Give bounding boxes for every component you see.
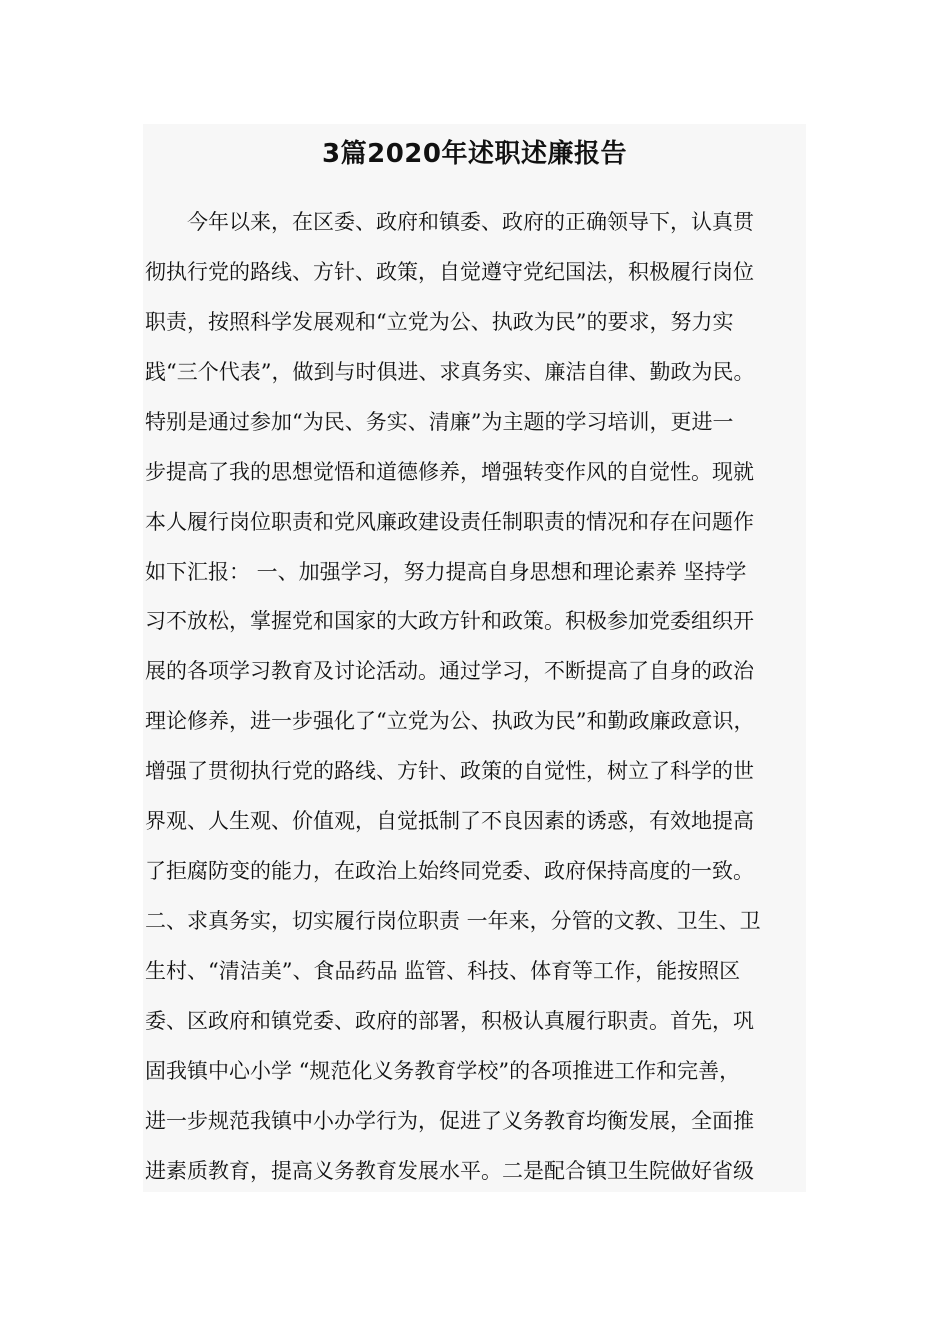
body-line: 展的各项学习教育及讨论活动。通过学习，不断提高了自身的政治 [145,659,754,683]
body-line: 委、区政府和镇党委、政府的部署，积极认真履行职责。首先，巩 [145,1009,754,1033]
body-line: 二、求真务实，切实履行岗位职责 一年来，分管的文教、卫生、卫 [145,909,761,933]
body-line: 特别是通过参加“为民、务实、清廉”为主题的学习培训，更进一 [145,410,734,434]
body-line: 固我镇中心小学 “规范化义务教育学校”的各项推进工作和完善， [145,1059,741,1083]
body-line: 步提高了我的思想觉悟和道德修养，增强转变作风的自觉性。现就 [145,460,754,484]
body-line: 今年以来，在区委、政府和镇委、政府的正确领导下，认真贯 [145,210,754,234]
body-line: 界观、人生观、价值观，自觉抵制了不良因素的诱惑，有效地提高 [145,809,754,833]
body-line: 本人履行岗位职责和党风廉政建设责任制职责的情况和存在问题作 [145,510,754,534]
body-line: 进一步规范我镇中小办学行为，促进了义务教育均衡发展，全面推 [145,1109,754,1133]
body-line: 理论修养，进一步强化了“立党为公、执政为民”和勤政廉政意识， [145,709,755,733]
document-title: 3篇2020年述职述廉报告 [322,139,627,169]
body-line: 职责，按照科学发展观和“立党为公、执政为民”的要求，努力实 [145,310,734,334]
body-line: 生村、“清洁美”、食品药品 监管、科技、体育等工作，能按照区 [145,959,741,983]
body-line: 习不放松，掌握党和国家的大政方针和政策。积极参加党委组织开 [145,609,754,633]
body-line: 如下汇报： 一、加强学习，努力提高自身思想和理论素养 坚持学 [145,560,747,584]
body-line: 践“三个代表”，做到与时俱进、求真务实、廉洁自律、勤政为民。 [145,360,755,384]
body-line: 彻执行党的路线、方针、政策，自觉遵守党纪国法，积极履行岗位 [145,260,754,284]
body-line: 了拒腐防变的能力，在政治上始终同党委、政府保持高度的一致。 [145,859,754,883]
body-line: 进素质教育，提高义务教育发展水平。二是配合镇卫生院做好省级 [145,1159,754,1183]
body-line: 增强了贯彻执行党的路线、方针、政策的自觉性，树立了科学的世 [145,759,754,783]
